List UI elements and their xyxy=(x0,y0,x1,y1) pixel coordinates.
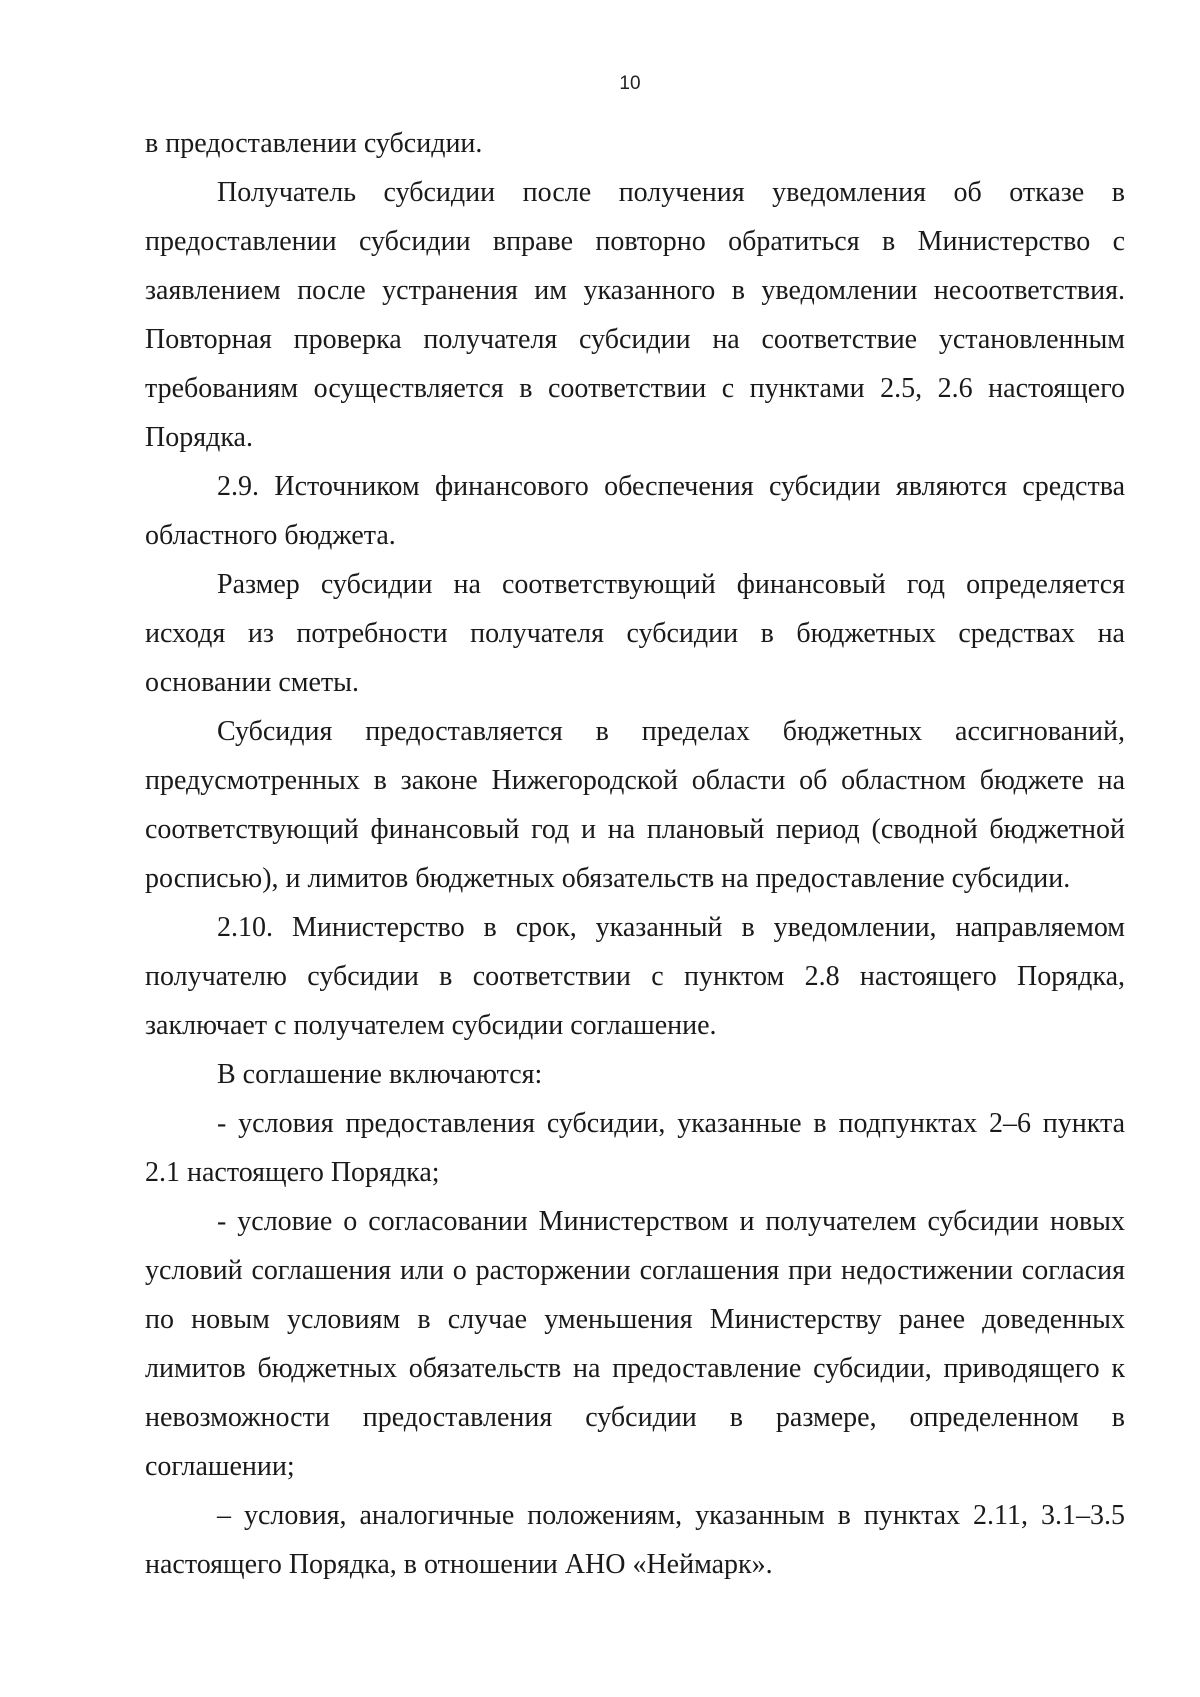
list-item-3: – условия, аналогичные положениям, указанным в пунктах 2.11, 3.1–3.5 настоящего Порядка, в отношении АНО «Неймарк». xyxy=(145,1500,1125,1580)
document-body xyxy=(145,119,1125,1589)
paragraph-4: Размер субсидии на соответствующий финансовый год определяется исходя из потребности получателя субсидии в бюджетных средствах на основании сметы. xyxy=(145,569,1125,698)
page-number: 10 xyxy=(619,73,641,94)
paragraph-6: 2.10. Министерство в срок, указанный в уведомлении, направляемом получателю субсидии в соответствии с пунктом 2.8 настоящего Порядка, заключает с получателем субсидии соглашение. xyxy=(145,912,1125,1041)
paragraph-5: Субсидия предоставляется в пределах бюджетных ассигнований, предусмотренных в законе Нижегородской области об областном бюджете на соответствующий финансовый год и на плановый период (сводной бюджетной росписью), и лимитов бюджетных обязательств на предоставление субсидии. xyxy=(145,716,1125,894)
list-item-1: - условия предоставления субсидии, указанные в подпунктах 2–6 пункта 2.1 настоящего Порядка; xyxy=(145,1108,1125,1188)
paragraph-1: в предоставлении субсидии. xyxy=(145,128,483,159)
list-item-2: - условие о согласовании Министерством и получателем субсидии новых условий соглашения или о расторжении соглашения при недостижении согласия по новым условиям в случае уменьшения Министерству ранее доведенных лимитов бюджетных обязательств на предоставление субсидии, приводящего к невозможности предоставления субсидии в размере, определенном в соглашении; xyxy=(145,1206,1125,1482)
paragraph-7: В соглашение включаются: xyxy=(217,1059,543,1090)
paragraph-2: Получатель субсидии после получения уведомления об отказе в предоставлении субсидии вправе повторно обратиться в Министерство с заявлением после устранения им указанного в уведомлении несоответствия. Повторная проверка получателя субсидии на соответствие установленным требованиям осуществляется в соответствии с пунктами 2.5, 2.6 настоящего Порядка. xyxy=(145,177,1125,453)
paragraph-3: 2.9. Источником финансового обеспечения субсидии являются средства областного бюджета. xyxy=(145,471,1125,551)
